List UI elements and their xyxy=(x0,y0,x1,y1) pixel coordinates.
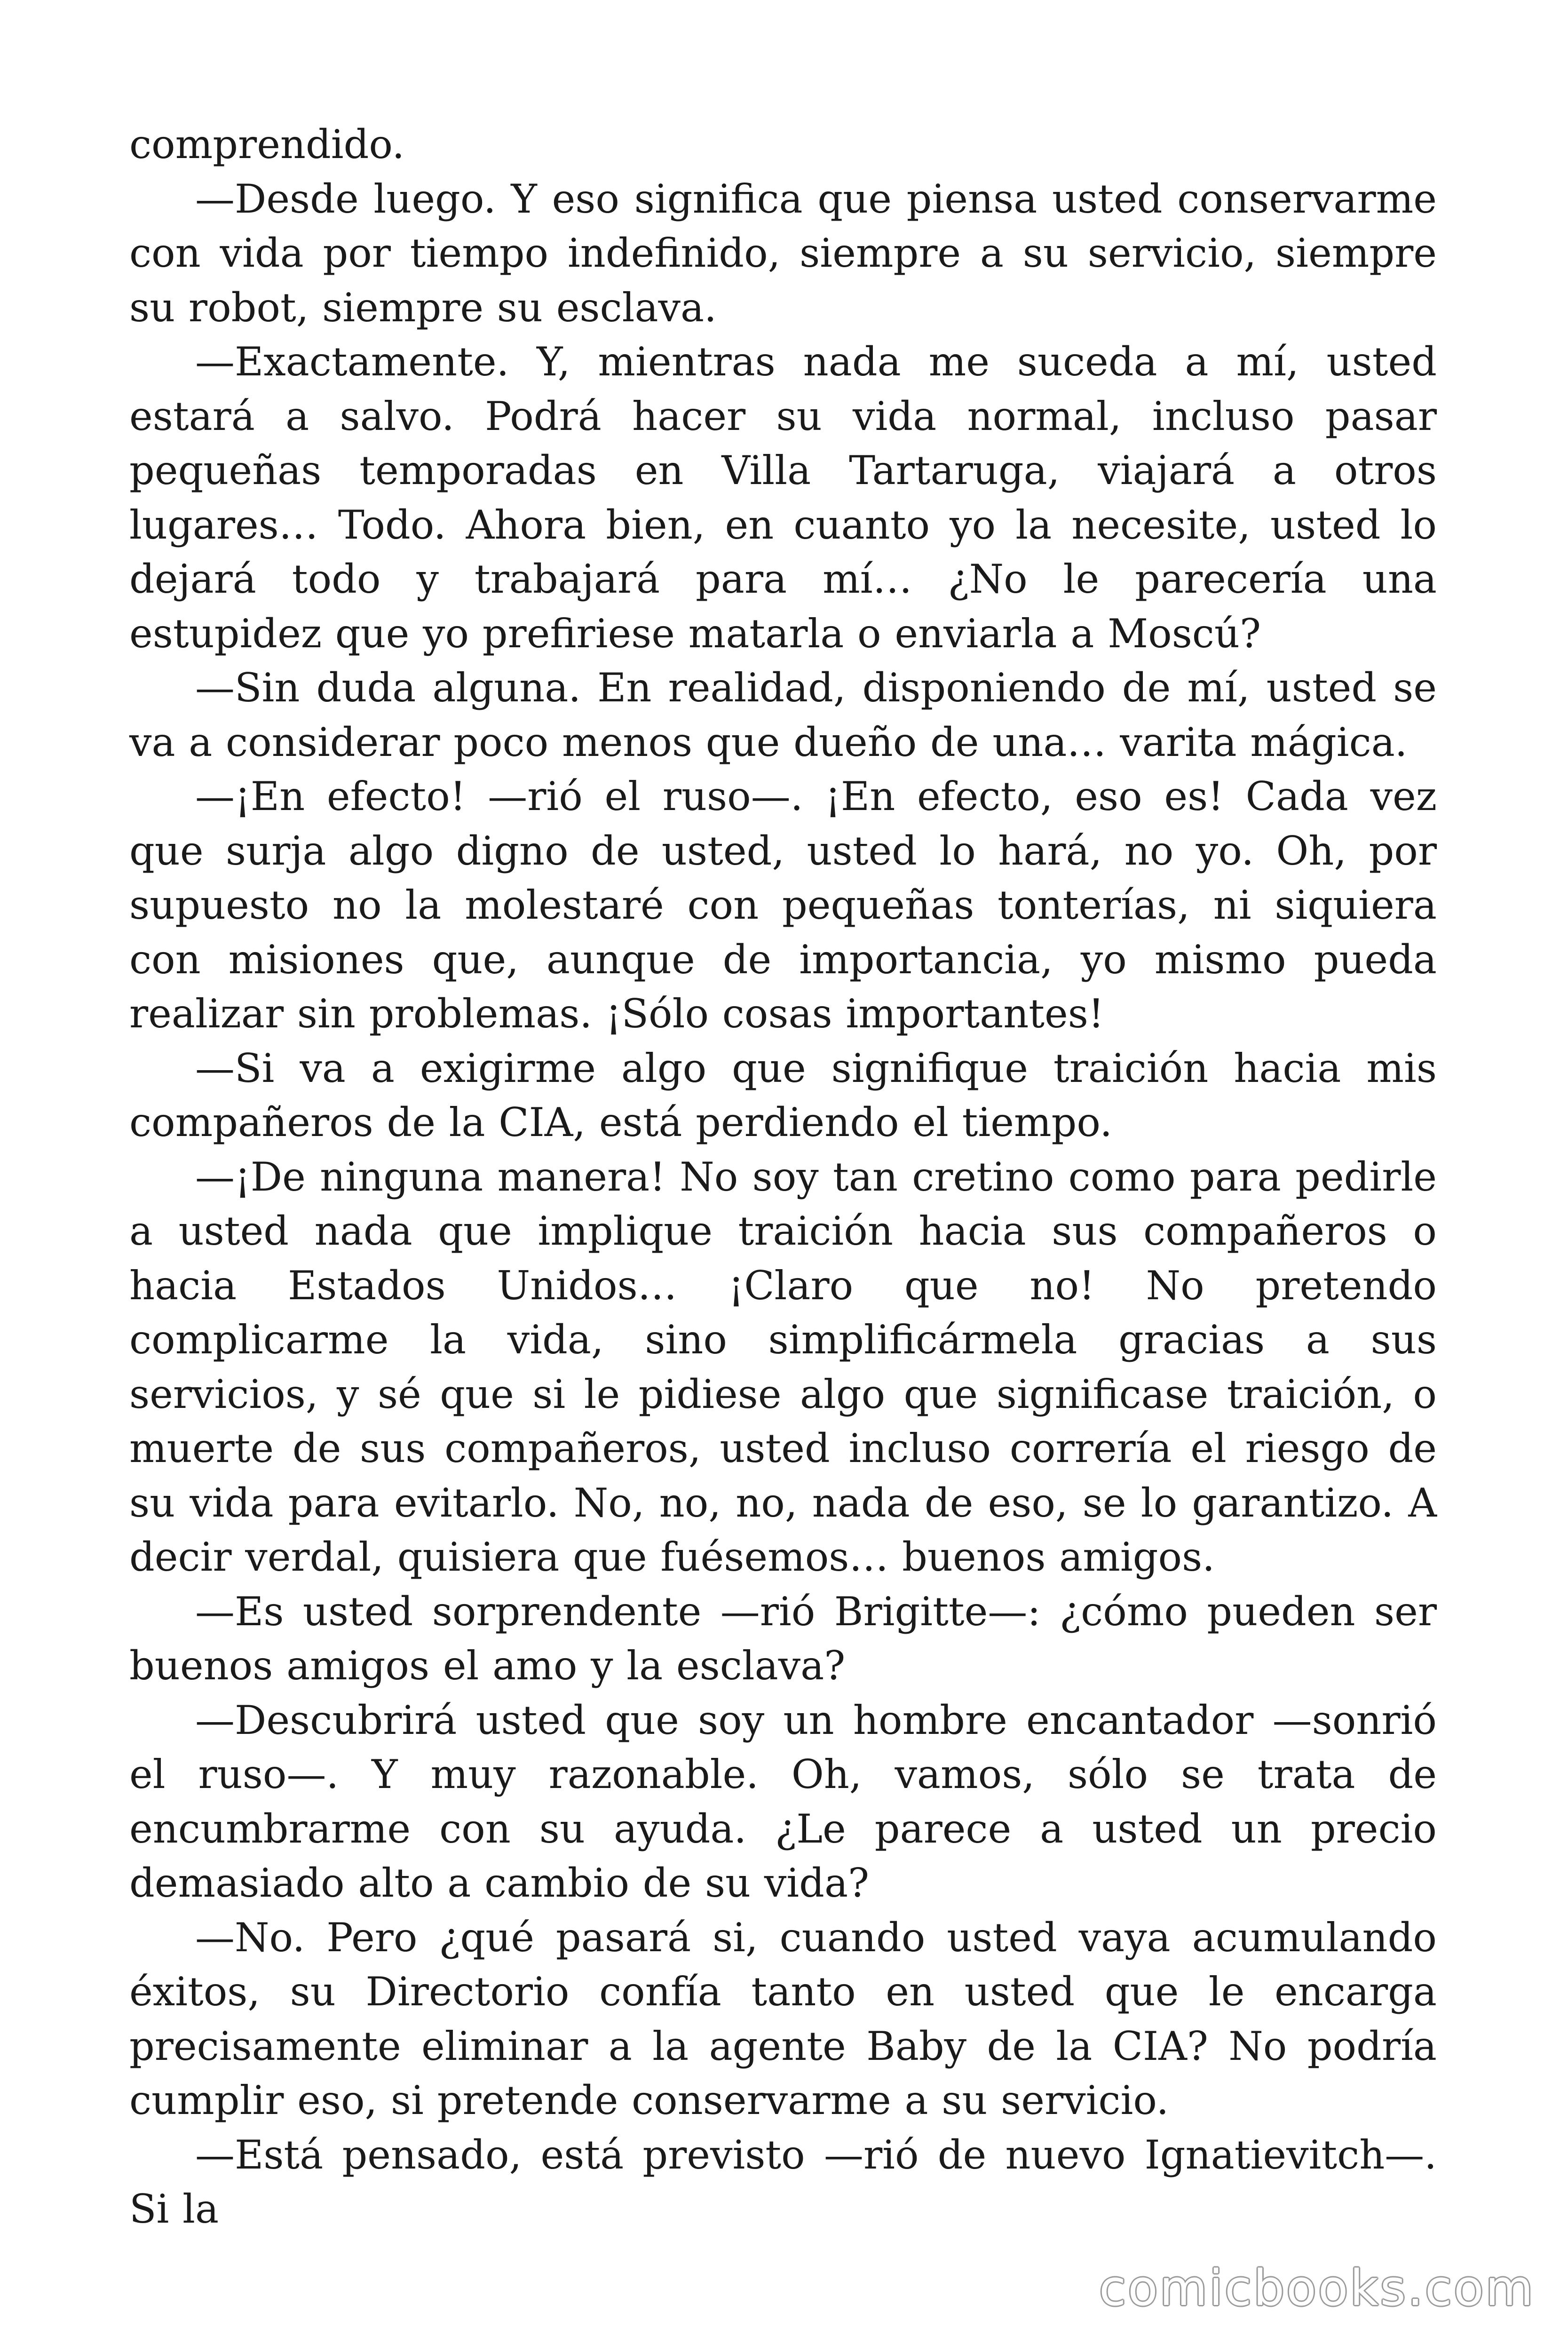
paragraph: —¡En efecto! —rió el ruso—. ¡En efecto, eso es! Cada vez que surja algo digno de usted, usted lo hará, no yo. Oh, por supuesto no la molestaré con pequeñas tonterías, ni siquiera con misiones que, aunque de importancia, yo mismo pueda realizar sin problemas. ¡Sólo cosas importantes! xyxy=(129,773,1437,1037)
paragraph-truncated: —Está pensado, está previsto —rió de nuevo Ignatievitch—. Si la xyxy=(129,2131,1437,2232)
paragraph: —Es usted sorprendente —rió Brigitte—: ¿cómo pueden ser buenos amigos el amo y la esclava? xyxy=(129,1588,1437,1689)
paragraph: —Exactamente. Y, mientras nada me suceda a mí, usted estará a salvo. Podrá hacer su vida normal, incluso pasar pequeñas temporadas en Villa Tartaruga, viajará a otros lugares… Todo. Ahora bien, en cuanto yo la necesite, usted lo dejará todo y trabajará para mí… ¿No le parecería una estupidez que yo prefiriese matarla o enviarla a Moscú? xyxy=(129,339,1437,657)
paragraph: —Si va a exigirme algo que signifique traición hacia mis compañeros de la CIA, está perdiendo el tiempo. xyxy=(129,1045,1437,1145)
paragraph-continuation: comprendido. xyxy=(129,121,405,167)
paragraph: —Descubrirá usted que soy un hombre encantador —sonrió el ruso—. Y muy razonable. Oh, vamos, sólo se trata de encumbrarme con su ayuda. ¿Le parece a usted un precio demasiado alto a cambio de su vida? xyxy=(129,1697,1437,1906)
paragraph: —¡De ninguna manera! No soy tan cretino como para pedirle a usted nada que implique traición hacia sus compañeros o hacia Estados Unidos… ¡Claro que no! No pretendo complicarme la vida, sino simplificármela gracias a sus servicios, y sé que si le pidiese algo que significase traición, o muerte de sus compañeros, usted incluso correría el riesgo de su vida para evitarlo. No, no, no, nada de eso, se lo garantizo. A decir verdal, quisiera que fuésemos… buenos amigos. xyxy=(129,1153,1437,1580)
paragraph: —No. Pero ¿qué pasará si, cuando usted vaya acumulando éxitos, su Directorio confía tanto en usted que le encarga precisamente eliminar a la agente Baby de la CIA? No podría cumplir eso, si pretende conservarme a su servicio. xyxy=(129,1914,1437,2123)
page-body xyxy=(129,118,1437,2237)
paragraph: —Sin duda alguna. En realidad, disponiendo de mí, usted se va a considerar poco menos que dueño de una… varita mágica. xyxy=(129,665,1437,765)
watermark: comicbooks.com xyxy=(1099,2259,1535,2317)
paragraph: —Desde luego. Y eso significa que piensa usted conservarme con vida por tiempo indefinido, siempre a su servicio, siempre su robot, siempre su esclava. xyxy=(129,175,1437,331)
